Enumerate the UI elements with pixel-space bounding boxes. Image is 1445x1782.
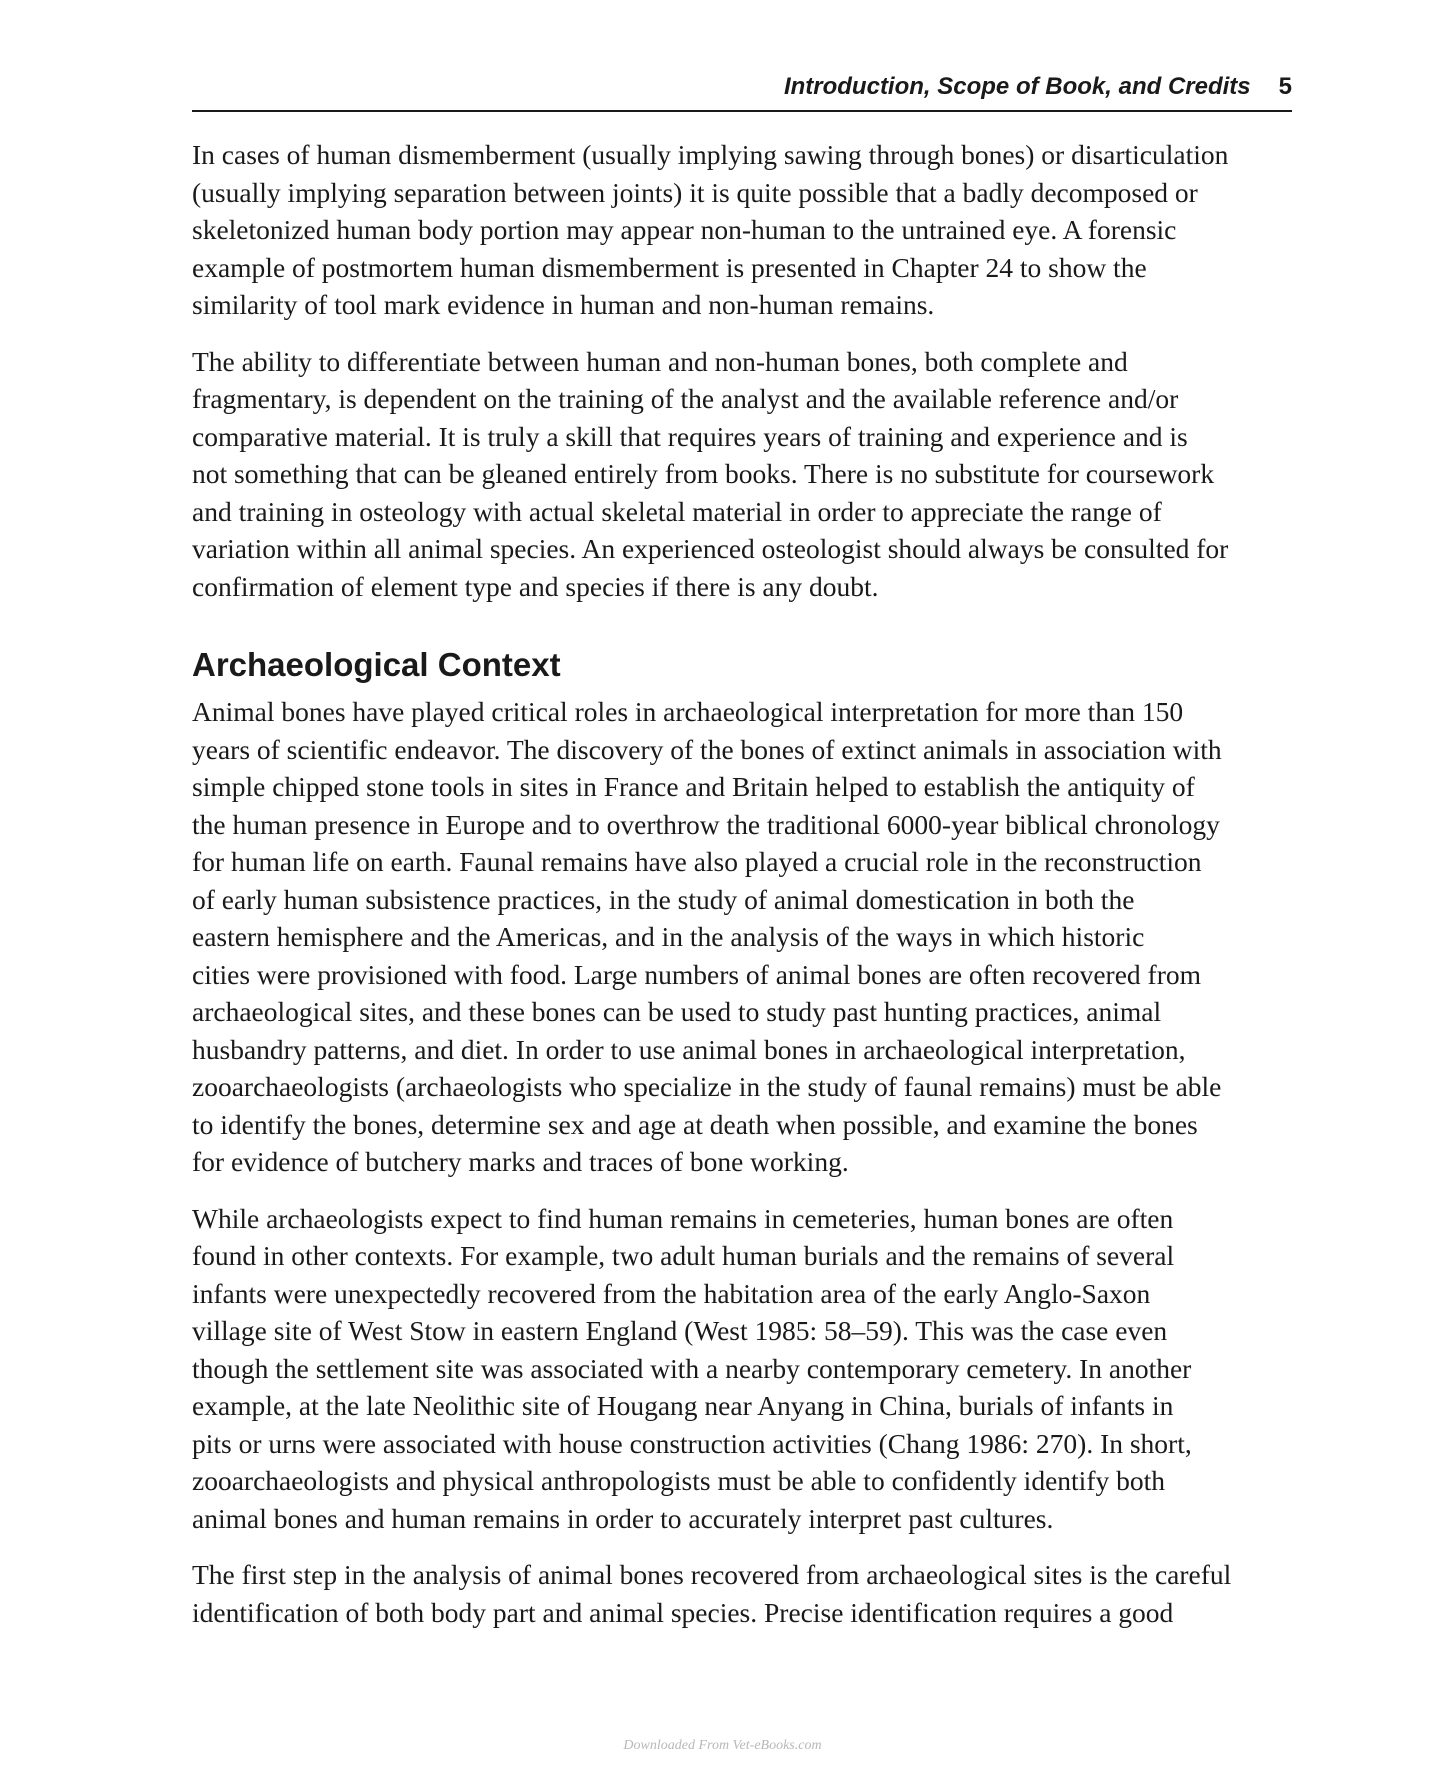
text-line: pits or urns were associated with house construction activities (Chang 1986: 270). In short, [192,1427,1192,1459]
text-line: example of postmortem human dismemberment is presented in Chapter 24 to show the [192,251,1147,283]
text-line: years of scientific endeavor. The discovery of the bones of extinct animals in association with [192,733,1222,765]
text-line: found in other contexts. For example, two adult human burials and the remains of several [192,1240,1175,1271]
text-line: similarity of tool mark evidence in human and non-human remains. [192,289,935,320]
text-line: confirmation of element type and species if there is any doubt. [192,570,879,602]
text-line: village site of West Stow in eastern England (West 1985: 58–59). This was the case even [192,1315,1168,1346]
text-line: for human life on earth. Faunal remains have also played a crucial role in the reconstruction [192,846,1202,877]
running-title: Introduction, Scope of Book, and Credits [783,73,1251,100]
paragraph-animal-bones [192,693,1302,1181]
text-line: The ability to differentiate between human and non-human bones, both complete and [192,345,1128,377]
paragraph-dismemberment [192,136,1302,324]
text-line: identification of both body part and animal species. Precise identification requires a good [192,1596,1174,1628]
text-line: zooarchaeologists (archaeologists who specialize in the study of faunal remains) must be able [192,1071,1222,1102]
download-watermark: Downloaded From Vet-eBooks.com [623,1738,822,1753]
text-line: to identify the bones, determine sex and age at death when possible, and examine the bones [192,1108,1198,1140]
text-line: In cases of human dismemberment (usually implying sawing through bones) or disarticulation [192,139,1229,170]
text-line: simple chipped stone tools in sites in France and Britain helped to establish the antiquity of [192,771,1195,802]
text-line: for evidence of butchery marks and traces of bone working. [192,1146,849,1177]
text-line: Animal bones have played critical roles in archaeological interpretation for more than 150 [192,696,1184,727]
text-line: example, at the late Neolithic site of Hougang near Anyang in China, burials of infants in [192,1390,1174,1421]
text-line: husbandry patterns, and diet. In order to use animal bones in archaeological interpretation, [192,1033,1186,1065]
page-body [192,136,1302,1650]
text-line: comparative material. It is truly a skill that requires years of training and experience and is [192,420,1188,452]
text-line: While archaeologists expect to find human remains in cemeteries, human bones are often [192,1202,1174,1234]
text-line: eastern hemisphere and the Americas, and in the analysis of the ways in which historic [192,921,1145,952]
text-line: the human presence in Europe and to overthrow the traditional 6000-year biblical chronology [192,808,1220,840]
text-line: variation within all animal species. An experienced osteologist should always be consulted for [192,533,1229,564]
paragraph-human-remains [192,1200,1302,1538]
text-line: archaeological sites, and these bones can be used to study past hunting practices, animal [192,996,1162,1027]
text-line: animal bones and human remains in order to accurately interpret past cultures. [192,1502,1054,1534]
text-line: and training in osteology with actual skeletal material in order to appreciate the range of [192,495,1162,527]
text-line: zooarchaeologists and physical anthropologists must be able to confidently identify both [192,1465,1165,1496]
running-header [192,70,1292,112]
text-line: skeletonized human body portion may appear non-human to the untrained eye. A forensic [192,214,1177,245]
text-line: cities were provisioned with food. Large numbers of animal bones are often recovered from [192,958,1202,990]
text-line: The first step in the analysis of animal bones recovered from archaeological sites is the careful [192,1559,1232,1590]
section-heading: Archaeological Context [192,646,561,683]
page-number: 5 [1278,73,1292,100]
paragraph-first-step [192,1556,1302,1631]
text-line: though the settlement site was associated with a nearby contemporary cemetery. In another [192,1352,1192,1384]
text-line: of early human subsistence practices, in the study of animal domestication in both the [192,883,1135,915]
text-line: not something that can be gleaned entirely from books. There is no substitute for coursework [192,458,1215,489]
paragraph-differentiation [192,343,1302,606]
text-line: fragmentary, is dependent on the training of the analyst and the available reference and/or [192,383,1179,414]
text-line: (usually implying separation between joints) it is quite possible that a badly decomposed or [192,176,1198,208]
text-line: infants were unexpectedly recovered from the habitation area of the early Anglo-Saxon [192,1277,1151,1309]
